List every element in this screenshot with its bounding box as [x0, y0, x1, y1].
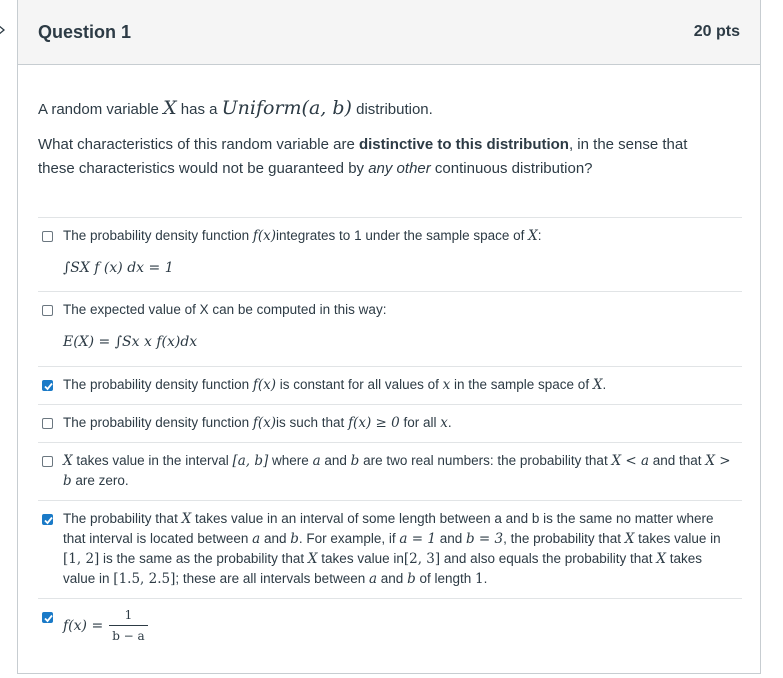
checkbox[interactable] — [42, 418, 53, 429]
checkmark-icon — [43, 381, 54, 392]
answer-text: The probability that X takes value in an interval of some length between a and b is the same no matter where that interval is located between a and b. For example, if a = 1 and b = 3, the probability that X takes value in [1, 2] is the same as the probability that X takes value in[2, 3] and also equals the probability that X takes value in [1.5, 2.5]; these are all intervals between a and b of length 1. — [63, 511, 721, 587]
question-header — [18, 0, 760, 65]
checkbox-checked[interactable] — [42, 612, 53, 623]
checkmark-icon — [43, 515, 54, 526]
answer-option-5[interactable] — [38, 442, 742, 500]
formula-lhs: f(x) = — [63, 617, 104, 634]
fraction-denominator: b − a — [112, 629, 145, 643]
answer-formula: ∫SX f (x) dx = 1 — [63, 260, 174, 276]
collapse-arrow-icon[interactable] — [0, 24, 8, 36]
answer-option-6[interactable] — [38, 500, 742, 598]
checkbox-checked[interactable] — [42, 514, 53, 525]
question-prompt-line1: A random variable X has a Uniform(a, b) distribution. — [38, 97, 433, 119]
question-title: Question 1 — [38, 21, 132, 42]
answer-option-1[interactable] — [38, 217, 742, 291]
checkbox[interactable] — [42, 231, 53, 242]
answer-text: The probability density function f(x) is constant for all values of x in the sample space of X. — [63, 377, 607, 393]
fraction-numerator: 1 — [109, 605, 148, 626]
question-points: 20 pts — [693, 23, 740, 40]
answer-text: The expected value of X can be computed in this way: — [63, 302, 387, 317]
answer-formula: E(X) = ∫Sx x f(x)dx — [63, 334, 198, 350]
question-prompt-line2: What characteristics of this random variable are distinctive to this distribution, in the sense that these characteristics would not be guaranteed by any other continuous distribution? — [38, 136, 688, 177]
answer-option-2[interactable] — [38, 291, 742, 366]
answer-option-4[interactable] — [38, 404, 742, 442]
answer-formula — [63, 605, 148, 646]
formula-fraction — [109, 605, 148, 646]
answer-text: X takes value in the interval [a, b] where a and b are two real numbers: the probability that X < a and that X > b are zero. — [63, 453, 731, 489]
answer-text: The probability density function f(x)integrates to 1 under the sample space of X: — [63, 228, 542, 244]
checkbox[interactable] — [42, 456, 53, 467]
answer-option-7[interactable] — [38, 598, 742, 658]
checkbox[interactable] — [42, 305, 53, 316]
answer-list — [38, 217, 742, 658]
answer-text: The probability density function f(x)is such that f(x) ≥ 0 for all x. — [63, 415, 452, 431]
answer-option-3[interactable] — [38, 366, 742, 404]
checkmark-icon — [43, 613, 54, 624]
question-card — [17, 0, 761, 674]
checkbox-checked[interactable] — [42, 380, 53, 391]
